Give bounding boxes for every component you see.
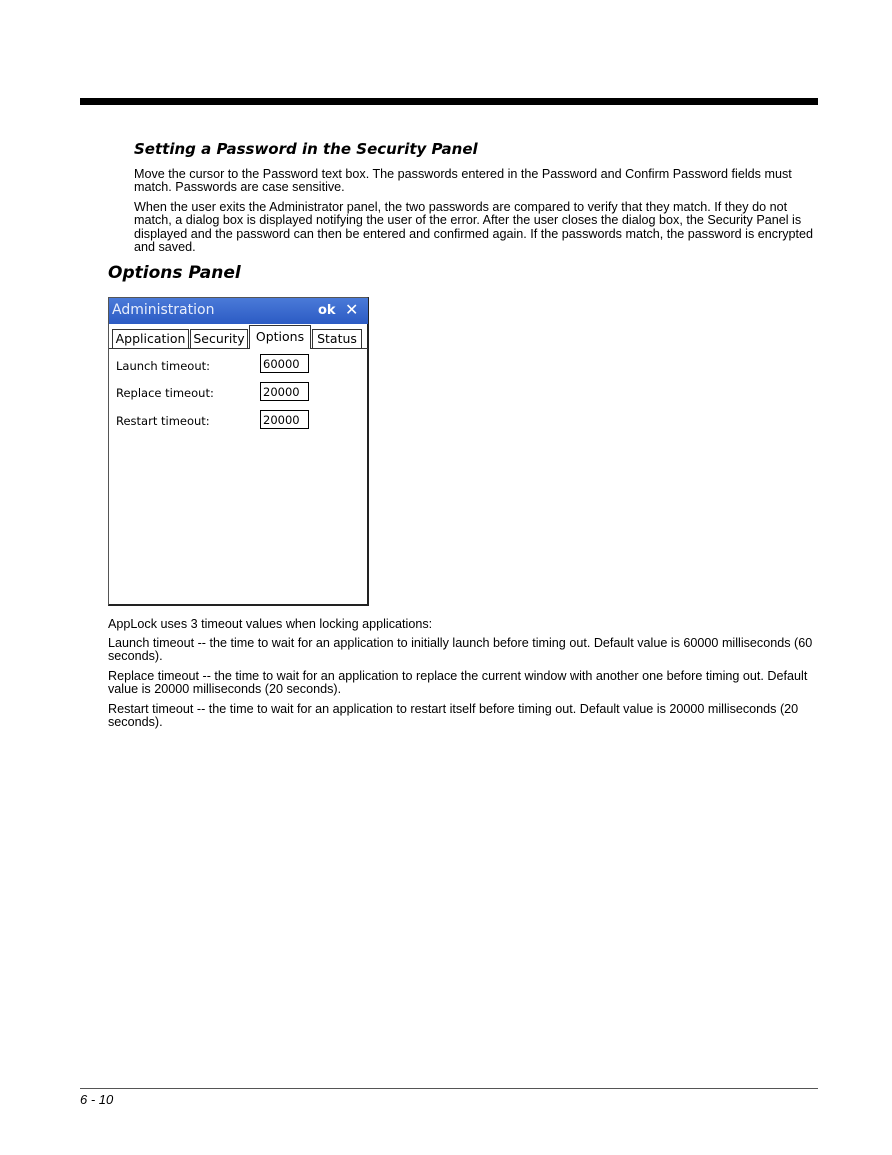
footer-rule — [80, 1088, 818, 1089]
tab-security[interactable]: Security — [190, 329, 248, 348]
tab-options[interactable]: Options — [249, 325, 311, 349]
launch-timeout-label: Launch timeout: — [116, 359, 210, 373]
options-panel-heading: Options Panel — [108, 263, 241, 283]
tab-status[interactable]: Status — [312, 329, 362, 348]
launch-timeout-input[interactable]: 60000 — [260, 354, 309, 373]
replace-timeout-label: Replace timeout: — [116, 386, 214, 400]
header-rule — [80, 98, 818, 105]
administration-window — [108, 297, 369, 606]
window-title: Administration — [112, 302, 215, 318]
tab-strip — [109, 325, 368, 349]
restart-timeout-description: Restart timeout -- the time to wait for an application to restart itself before timing out. Default value is 20000 milliseconds (20 seconds). — [108, 702, 799, 730]
replace-timeout-input[interactable]: 20000 — [260, 382, 309, 401]
restart-timeout-input[interactable]: 20000 — [260, 410, 309, 429]
section-paragraph-2: When the user exits the Administrator panel, the two passwords are compared to verify that they match. If they do not match, a dialog box is displayed notifying the user of the error. After the user closes the dialog box, the Security Panel is displayed and the password can then be entered and confirmed again. If the passwords match, the password is encrypted and saved. — [134, 200, 814, 255]
close-icon[interactable]: ✕ — [345, 300, 359, 319]
restart-timeout-label: Restart timeout: — [116, 414, 210, 428]
tab-application[interactable]: Application — [112, 329, 189, 348]
title-bar — [109, 298, 368, 324]
ok-button[interactable]: ok — [318, 303, 336, 318]
replace-timeout-description: Replace timeout -- the time to wait for an application to replace the current window with another one before timing out. Default value is 20000 milliseconds (20 seconds). — [108, 669, 808, 697]
tab-divider — [109, 348, 368, 349]
page-number: 6 - 10 — [80, 1092, 114, 1107]
timeout-intro: AppLock uses 3 timeout values when locking applications: — [108, 617, 433, 631]
launch-timeout-description: Launch timeout -- the time to wait for an application to initially launch before timing out. Default value is 60000 milliseconds (60 seconds). — [108, 636, 813, 664]
section-paragraph-1: Move the cursor to the Password text box. The passwords entered in the Password and Confirm Password fields must match. Passwords are case sensitive. — [134, 167, 792, 195]
section-heading: Setting a Password in the Security Panel — [134, 140, 478, 158]
